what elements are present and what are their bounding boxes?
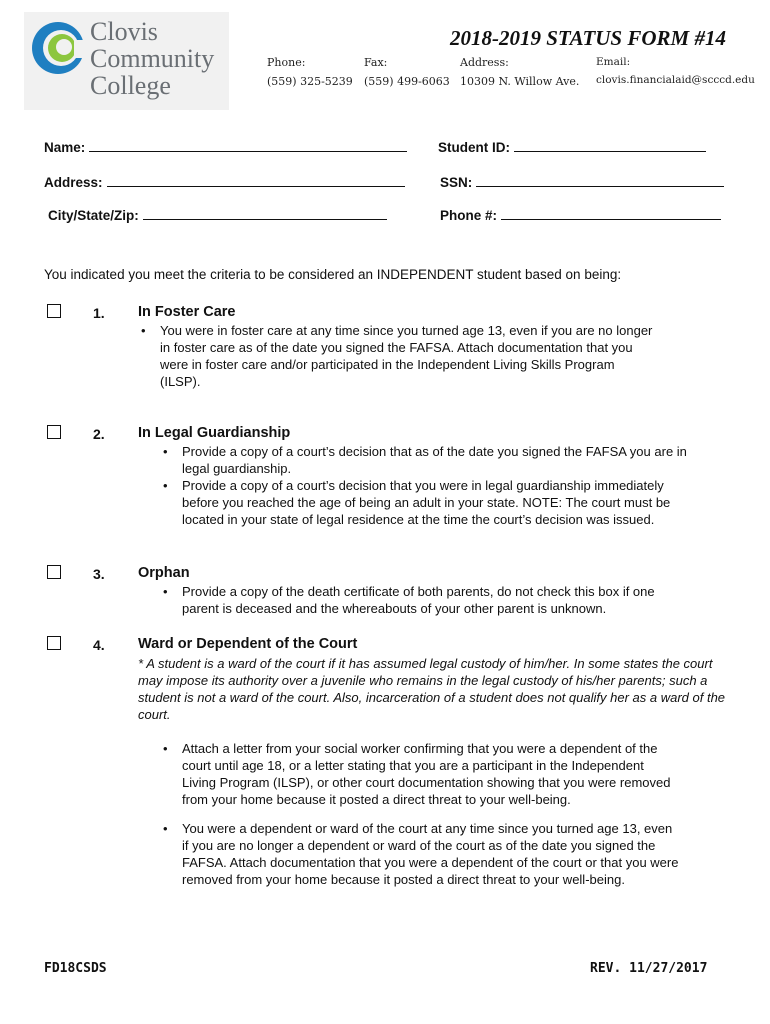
contact-fax-label: Fax:	[364, 56, 388, 69]
college-logo-icon	[28, 16, 88, 86]
ssn-label: SSN:	[440, 175, 473, 190]
phone-field	[440, 206, 721, 223]
contact-fax-value: (559) 499-6063	[364, 75, 450, 88]
student-id-label: Student ID:	[438, 140, 510, 155]
section-3-number: 3.	[93, 566, 105, 582]
form-title: 2018-2019 STATUS FORM #14	[450, 26, 726, 50]
bullet-item: • Provide a copy of the death certificate of both parents, do not check this box if one parent is deceased and the whereabouts of your other parent is unknown.	[160, 583, 680, 617]
phone-label: Phone #:	[440, 208, 498, 223]
city-label: City/State/Zip:	[48, 208, 139, 223]
student-id-line[interactable]	[514, 138, 706, 152]
section-3-title: Orphan	[138, 565, 190, 581]
contact-phone	[267, 56, 353, 88]
ward-definition-note: * A student is a ward of the court if it has assumed legal custody of him/her. In some states the court may impose its authority over a juvenile who remains in the legal custody of his/her parents; such a student is not a ward of the court. Also, incarceration of a student does not qualify her as a ward of the court.	[138, 656, 726, 722]
bullet-item: • You were in foster care at any time since you turned age 13, even if you are no longer in foster care as of the date you signed the FAFSA. Attach documentation that you were in foster care and/or participated in the Independent Living Skills Program (ILSP).	[138, 322, 658, 390]
section-4-title: Ward or Dependent of the Court	[138, 636, 358, 652]
name-label: Name:	[44, 140, 86, 155]
college-logo	[24, 12, 229, 110]
checkbox-orphan[interactable]	[47, 565, 61, 579]
checkbox-ward-of-court[interactable]	[47, 636, 61, 650]
section-4-bullets	[160, 740, 680, 888]
bullet-item: • Provide a copy of a court’s decision that as of the date you signed the FAFSA you are in legal guardianship.	[160, 443, 690, 477]
bullet-item: • You were a dependent or ward of the court at any time since you turned age 13, even if you are no longer a dependent or ward of the court as of the date you signed the FAFSA. Attach documentation that you were a dependent of the court or that you were removed from your home because it posted a direct threat to your well-being.	[160, 820, 680, 888]
section-1-title: In Foster Care	[138, 304, 236, 320]
form-code: FD18CSDS	[44, 961, 107, 976]
name-field	[44, 138, 407, 155]
ssn-field	[440, 173, 724, 190]
section-3-bullets	[160, 583, 680, 617]
phone-line[interactable]	[501, 206, 721, 220]
revision-date: REV. 11/27/2017	[590, 961, 708, 976]
city-line[interactable]	[143, 206, 387, 220]
section-2-number: 2.	[93, 426, 105, 442]
section-4-number: 4.	[93, 637, 105, 653]
city-field	[48, 206, 387, 223]
contact-email-label: Email:	[596, 56, 631, 68]
section-1-bullets	[138, 322, 658, 390]
intro-text: You indicated you meet the criteria to be considered an INDEPENDENT student based on being:	[44, 267, 622, 282]
section-2-title: In Legal Guardianship	[138, 425, 291, 441]
address-line[interactable]	[107, 173, 405, 187]
contact-fax	[364, 56, 450, 88]
section-2-bullets	[160, 443, 690, 528]
address-field	[44, 173, 405, 190]
contact-email-value: clovis.financialaid@scccd.edu	[596, 74, 755, 86]
ssn-line[interactable]	[476, 173, 724, 187]
checkbox-foster-care[interactable]	[47, 304, 61, 318]
contact-address-value: 10309 N. Willow Ave.	[460, 75, 580, 88]
contact-email	[596, 56, 755, 86]
student-id-field	[438, 138, 706, 155]
contact-phone-value: (559) 325-5239	[267, 75, 353, 88]
address-label: Address:	[44, 175, 103, 190]
section-1-number: 1.	[93, 305, 105, 321]
contact-address	[460, 56, 579, 88]
college-name	[90, 18, 214, 99]
contact-address-label: Address:	[460, 56, 509, 69]
college-name-line-3: College	[90, 71, 171, 100]
college-name-line-1: Clovis	[90, 17, 158, 46]
name-line[interactable]	[89, 138, 407, 152]
checkbox-legal-guardianship[interactable]	[47, 425, 61, 439]
college-name-line-2: Community	[90, 44, 215, 73]
bullet-item: • Attach a letter from your social worker confirming that you were a dependent of the court until age 18, or a letter stating that you are a participant in the Independent Living Program (ILSP), or other court documentation showing that you were removed from your home because it posted a direct threat to your well-being.	[160, 740, 680, 808]
bullet-item: • Provide a copy of a court’s decision that you were in legal guardianship immediately before you reached the age of being an adult in your state. NOTE: The court must be located in your state of legal residence at the time the court’s decision was issued.	[160, 477, 690, 528]
contact-phone-label: Phone:	[267, 56, 306, 69]
